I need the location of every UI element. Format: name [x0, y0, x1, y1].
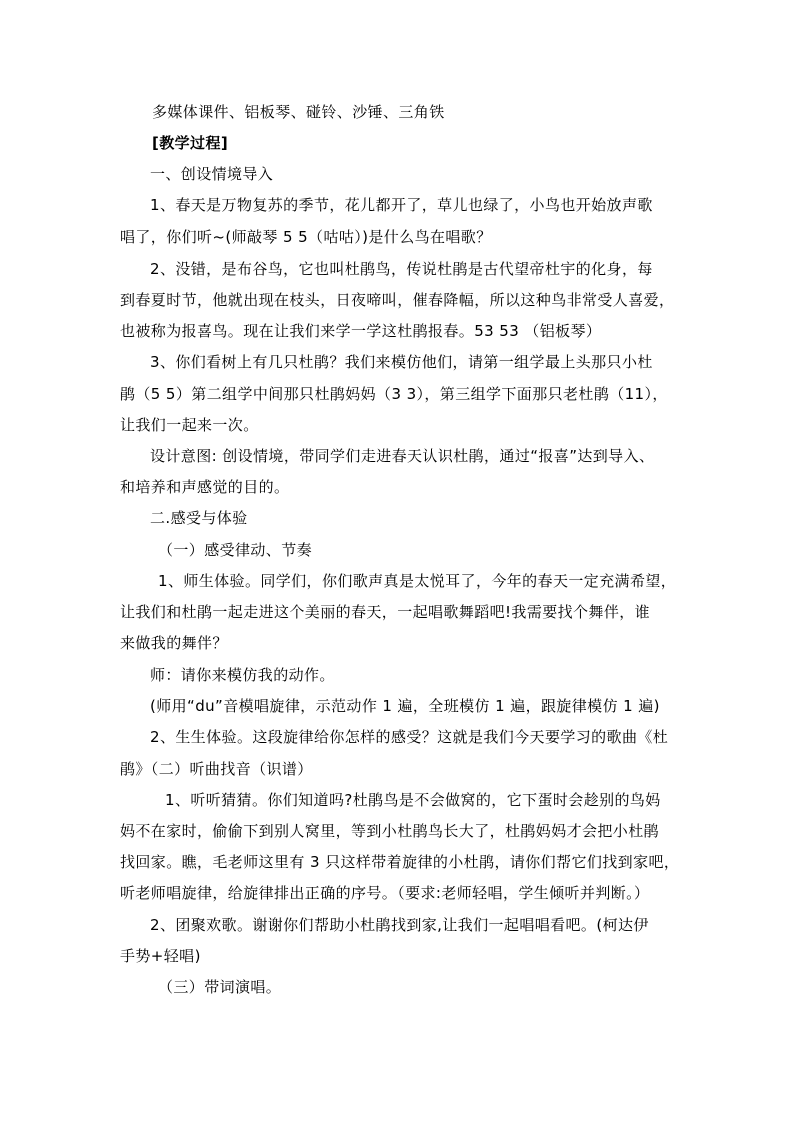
paragraph-line: 听老师唱旋律，给旋律排出正确的序号。（要求:老师轻唱，学生倾听并判断。）: [120, 884, 650, 902]
paragraph-line: 妈不在家时，偷偷下到别人窝里，等到小杜鹃鸟长大了，杜鹃妈妈才会把小杜鹃: [120, 822, 660, 840]
paragraph-line: 师：请你来模仿我的动作。: [150, 666, 335, 684]
paragraph-line: 鹃（5 5）第二组学中间那只杜鹃妈妈（3 3），第三组学下面那只老杜鹃（11），: [120, 385, 668, 403]
paragraph-line: 鹃》（二）听曲找音（识谱）: [120, 760, 313, 778]
paragraph-line: 3、你们看树上有几只杜鹃？我们来模仿他们，请第一组学最上头那只小杜: [150, 353, 653, 371]
paragraph-line: (师用“du”音模唱旋律，示范动作 1 遍，全班模仿 1 遍，跟旋律模仿 1 遍): [150, 697, 660, 715]
section-heading-intro: 一、创设情境导入: [150, 165, 274, 183]
paragraph-line: 2、没错，是布谷鸟，它也叫杜鹃鸟，传说杜鹃是古代望帝杜宇的化身，每: [150, 260, 653, 278]
paragraph-line: 1、春天是万物复苏的季节，花儿都开了，草儿也绿了，小鸟也开始放声歌: [150, 196, 653, 214]
paragraph-line: 1、师生体验。同学们，你们歌声真是太悦耳了，今年的春天一定充满希望，: [158, 572, 677, 590]
paragraph-line: 唱了，你们听~(师敲琴 5 5（咕咕）)是什么鸟在唱歌？: [120, 228, 492, 246]
subsection-heading: （三）带词演唱。: [158, 978, 282, 996]
design-intent-line: 和培养和声感觉的目的。: [120, 478, 290, 496]
paragraph-line: 1、听听猜猜。你们知道吗?杜鹃鸟是不会做窝的，它下蛋时会趁别的鸟妈: [165, 791, 661, 809]
paragraph-line: 2、生生体验。这段旋律给你怎样的感受？这就是我们今天要学习的歌曲《杜: [150, 728, 669, 746]
paragraph-line: 找回家。瞧，毛老师这里有 3 只这样带着旋律的小杜鹃，请你们帮它们找到家吧，: [120, 853, 680, 871]
paragraph-line: 2、团聚欢歌。谢谢你们帮助小杜鹃找到家,让我们一起唱唱看吧。(柯达伊: [150, 916, 649, 934]
paragraph-line: 来做我的舞伴？: [120, 634, 228, 652]
paragraph-line: 让我们一起来一次。: [120, 416, 259, 434]
design-intent-line: 设计意图: 创设情境，带同学们走进春天认识杜鹃，通过“报喜”达到导入、: [150, 447, 655, 465]
paragraph-line: 到春夏时节，他就出现在枝头，日夜啼叫，催春降幅，所以这种鸟非常受人喜爱，: [120, 291, 675, 309]
paragraph-line: 让我们和杜鹃一起走进这个美丽的春天，一起唱歌舞蹈吧!我需要找个舞伴，谁: [120, 603, 651, 621]
subsection-heading: （一）感受律动、节奏: [158, 541, 313, 559]
materials-line: 多媒体课件、铝板琴、碰铃、沙锤、三角铁: [152, 103, 445, 121]
paragraph-line: 手势+轻唱): [120, 947, 201, 965]
section-heading-teaching-process: [教学过程]: [152, 134, 229, 152]
section-heading-experience: 二.感受与体验: [150, 509, 248, 527]
paragraph-line: 也被称为报喜鸟。现在让我们来学一学这杜鹃报春。53 53 （铝板琴）: [120, 322, 602, 340]
